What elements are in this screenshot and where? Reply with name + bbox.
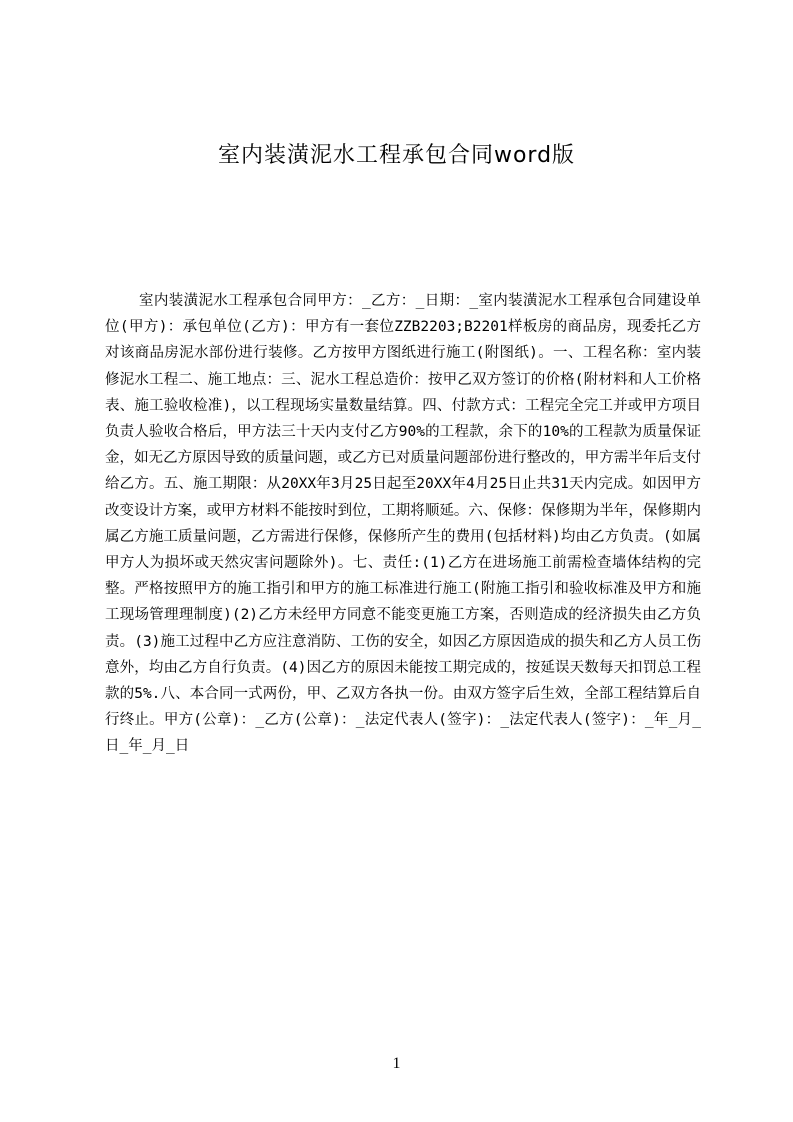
contract-body-paragraph: 室内装潢泥水工程承包合同甲方：_乙方：_日期：_室内装潢泥水工程承包合同建设单位(甲方)：承包单位(乙方)：甲方有一套位ZZB2203;B2201样板房的商品房，现委托乙方对该商品房泥水部份进行装修。乙方按甲方图纸进行施工(附图纸)。一、工程名称：室内装修泥水工程二、施工地点：三、泥水工程总造价：按甲乙双方签订的价格(附材料和人工价格表、施工验收检准)，以工程现场实量数量结算。四、付款方式：工程完全完工并或甲方项目负责人验收合格后，甲方法三十天内支付乙方90%的工程款，余下的10%的工程款为质量保证金，如无乙方原因导致的质量问题，或乙方已对质量问题部份进行整改的，甲方需半年后支付给乙方。五、施工期限：从20XX年3月25日起至20XX年4月25日止共31天内完成。如因甲方改变设计方案，或甲方材料不能按时到位，工期将顺延。六、保修：保修期为半年，保修期内属乙方施工质量问题，乙方需进行保修，保修所产生的费用(包括材料)均由乙方负责。(如属甲方人为损坏或天然灾害问题除外)。七、责任:(1)乙方在进场施工前需检查墙体结构的完整。严格按照甲方的施工指引和甲方的施工标准进行施工(附施工指引和验收标准及甲方和施工现场管理理制度)(2)乙方未经甲方同意不能变更施工方案，否则造成的经济损失由乙方负责。(3)施工过程中乙方应注意消防、工伤的安全，如因乙方原因造成的损失和乙方人员工伤意外，均由乙方自行负责。(4)因乙方的原因未能按工期完成的，按延误天数每天扣罚总工程款的5%.八、本合同一式两份，甲、乙双方各执一份。由双方签字后生效，全部工程结算后自行终止。甲方(公章)：_乙方(公章)：_法定代表人(签字)：_法定代表人(签字)：_年_月_日_年_月_日 [105,293,701,755]
page-number: 1 [392,1055,401,1072]
document-title: 室内装潢泥水工程承包合同word版 [217,143,576,168]
